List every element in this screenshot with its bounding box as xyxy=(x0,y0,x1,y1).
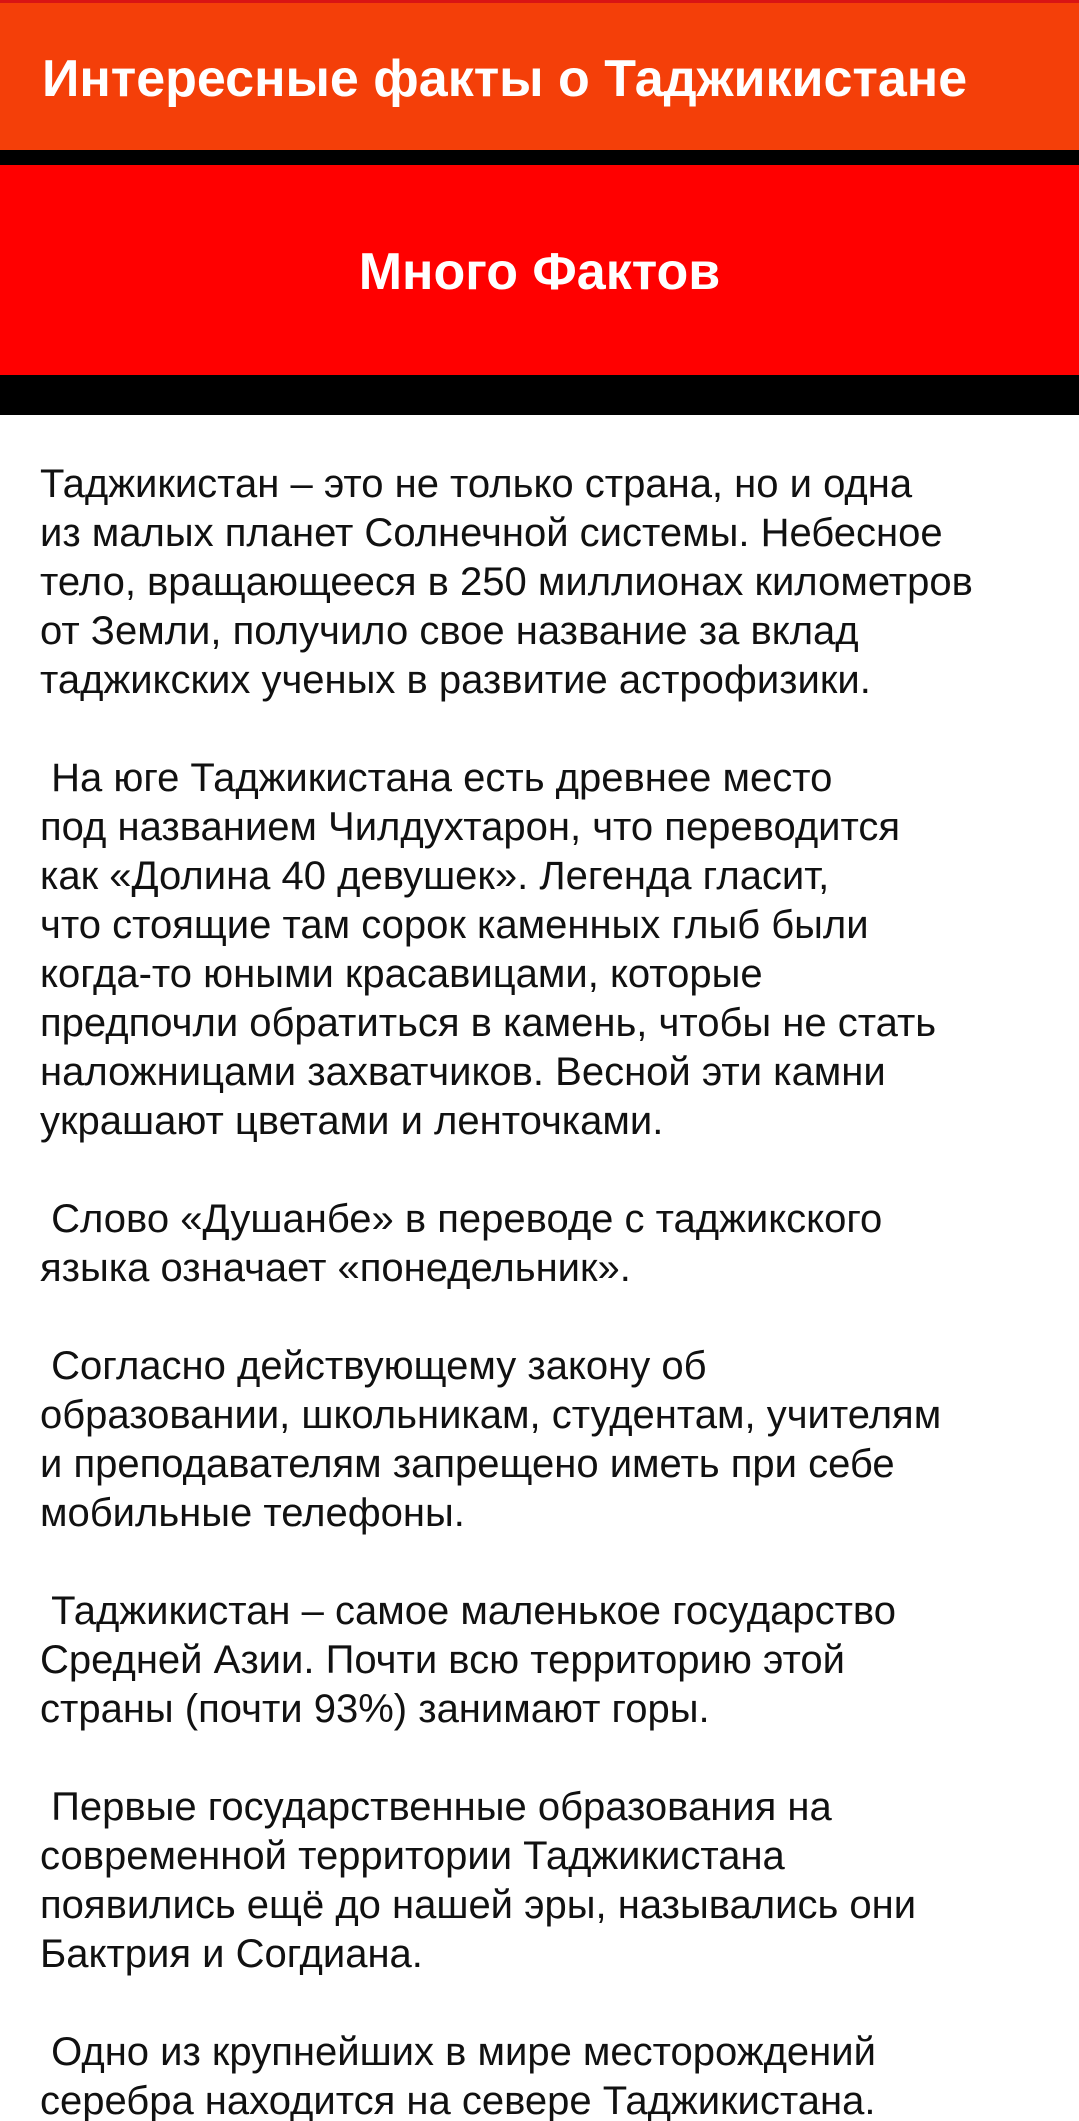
facts-text: Таджикистан – это не только страна, но и одна из малых планет Солнечной системы. Небесное тело, вращающееся в 250 миллионах километров от Земли, получило свое название за вклад таджикских ученых в развитие астрофизики. На юге Таджикистана есть древнее место под названием Чилдухтарон, что переводится как «Долина 40 девушек». Легенда гласит, что стоящие там сорок каменных глыб были когда-то юными красавицами, которые предпочли обратиться в камень, чтобы не стать наложницами захватчиков. Весной эти камни украшают цветами и ленточками. Слово «Душанбе» в переводе с таджикского языка означает «понедельник». Согласно действующему закону об образовании, школьникам, студентам, учителям и преподавателям запрещено иметь при себе мобильные телефоны. Таджикистан – самое маленькое государство Средней Азии. Почти всю территорию этой страны (почти 93%) занимают горы. Первые государственные образования на современной территории Таджикистана появились ещё до нашей эры, назывались они Бактрия и Согдиана. Одно из крупнейших в мире месторождений серебра находится на севере Таджикистана. xyxy=(40,462,973,2121)
banner-title: Много Фактов xyxy=(358,243,721,301)
app-bar xyxy=(0,0,1079,150)
app-title: Интересные факты о Таджикистане xyxy=(42,50,968,108)
bottom-divider xyxy=(0,375,1079,415)
top-divider xyxy=(0,150,1079,165)
facts-scroll-area[interactable] xyxy=(0,415,1079,2121)
banner xyxy=(0,165,1079,375)
